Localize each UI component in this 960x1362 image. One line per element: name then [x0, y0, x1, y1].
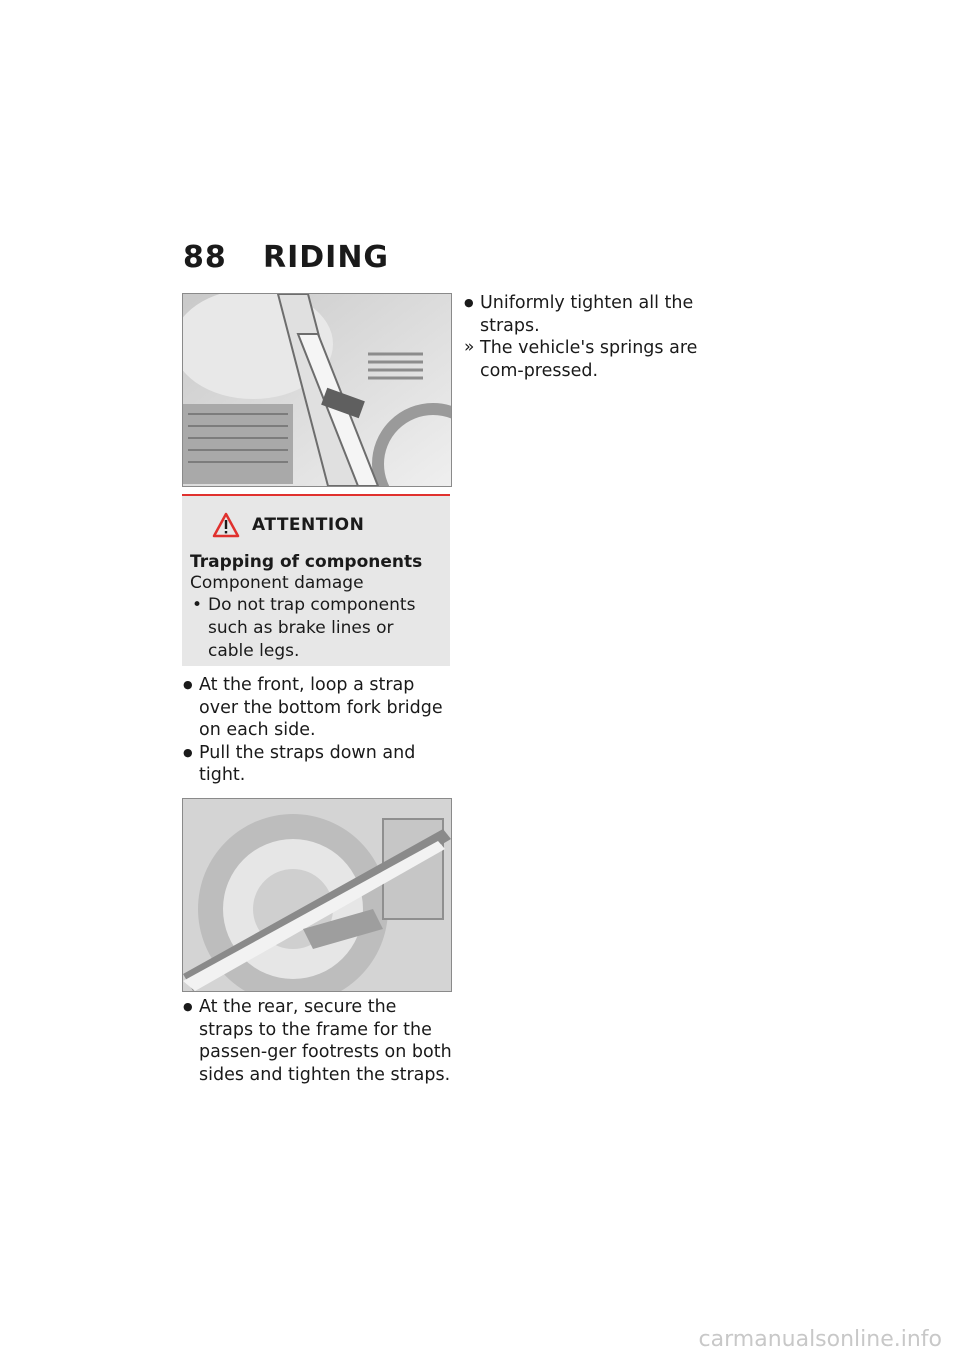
page-number: 88 [183, 240, 227, 275]
watermark: carmanualsonline.info [698, 1327, 942, 1352]
warning-triangle-icon [212, 512, 240, 538]
attention-heading: Trapping of components [190, 552, 423, 572]
list-item: ● At the rear, secure the straps to the frame for the passen-ger footrests on both sides and tighten the straps. [183, 996, 455, 1086]
attention-box [182, 494, 450, 666]
attention-label: ATTENTION [252, 515, 365, 535]
figure-rear-frame [182, 798, 452, 992]
list-item: ● Uniformly tighten all the straps. [464, 292, 739, 337]
rear-steps [183, 996, 455, 1086]
front-steps [183, 674, 455, 787]
section-title: RIDING [263, 240, 390, 275]
attention-list [190, 594, 442, 663]
result-item: » The vehicle's springs are com-pressed. [464, 337, 739, 382]
list-item: ● At the front, loop a strap over the bottom fork bridge on each side. [183, 674, 455, 742]
attention-header [212, 512, 442, 538]
right-column [464, 292, 739, 382]
list-item: • Do not trap components such as brake lines or cable legs. [190, 594, 442, 663]
page-header [183, 240, 389, 275]
list-item: ● Pull the straps down and tight. [183, 742, 455, 787]
figure-front-fork [182, 293, 452, 487]
attention-consequence: Component damage [190, 573, 364, 593]
